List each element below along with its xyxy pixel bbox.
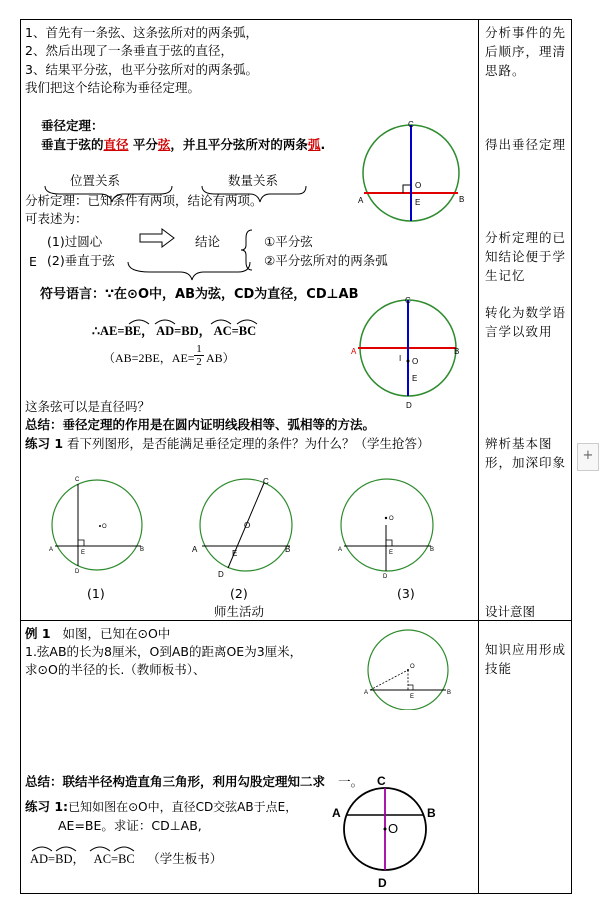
theorem-part4: 弦 bbox=[157, 137, 171, 152]
side-note-2: 得出垂径定理 bbox=[485, 137, 567, 152]
example-label-o: O bbox=[410, 664, 415, 670]
ex2-label-c: C bbox=[263, 477, 269, 486]
fig2-label-a: A bbox=[351, 347, 357, 356]
summary-2-text: 总结：联结半径构造直角三角形，利用勾股定理知二求 bbox=[25, 774, 326, 789]
exercise-figure-2 bbox=[190, 470, 300, 582]
side-note-5: 辨析基本图形，加深印象 bbox=[485, 436, 567, 470]
theorem-part7: . bbox=[320, 137, 326, 152]
ex2-label-a: A bbox=[192, 545, 198, 554]
fig1-label-o: O bbox=[415, 181, 422, 190]
example-label-e: E bbox=[410, 694, 415, 700]
fig1-label-b: B bbox=[459, 195, 465, 204]
theorem-part1: 垂直于弦的 bbox=[41, 137, 104, 152]
practice-label-c: C bbox=[377, 774, 386, 788]
practice-figure bbox=[330, 770, 445, 894]
brace-under-conditions bbox=[120, 258, 265, 284]
exercise-1-text: 看下列图形，是否能满足垂径定理的条件？为什么？（学生抢答） bbox=[67, 436, 430, 451]
fig2-label-o: O bbox=[412, 357, 419, 366]
table-top-border bbox=[20, 19, 572, 20]
header-teacher-student: 师生活动 bbox=[214, 604, 265, 619]
practice-label-d: D bbox=[378, 876, 387, 890]
example-line-1 bbox=[25, 626, 170, 641]
theorem-part3: 平分 bbox=[132, 137, 158, 152]
theorem-part6: 弧 bbox=[307, 137, 321, 152]
example-label-b: B bbox=[447, 690, 452, 696]
practice-arc-2: AC=BC bbox=[93, 852, 135, 866]
fig1-label-e: E bbox=[415, 198, 421, 207]
fraction-numerator: 1 bbox=[194, 343, 204, 356]
theorem-statement bbox=[41, 137, 325, 152]
arc-separator: ， bbox=[198, 324, 212, 338]
side-note-4: 转化为数学语言学以致用 bbox=[485, 305, 567, 339]
question-text: 这条弦可以是直径吗？ bbox=[25, 399, 151, 414]
fig1-label-c: C bbox=[408, 120, 414, 129]
arrow-icon bbox=[138, 227, 178, 249]
practice-arc-1: AD=BD bbox=[30, 852, 73, 866]
fraction-denominator: 2 bbox=[196, 356, 202, 368]
ex2-label-o: O bbox=[244, 521, 251, 530]
express-text: 可表述为： bbox=[25, 211, 88, 226]
exercise-figure-1 bbox=[45, 470, 150, 580]
conclusion-2: ②平分弦所对的两条弧 bbox=[264, 253, 388, 268]
exercise-caption-1: (1) bbox=[87, 586, 105, 601]
example-label: 例 1 bbox=[25, 626, 51, 641]
table-bottom-border bbox=[20, 893, 572, 894]
exercise-caption-2: (2) bbox=[230, 586, 248, 601]
example-label-a: A bbox=[364, 690, 369, 696]
ex1-label-b: B bbox=[140, 547, 145, 553]
ex1-label-a: A bbox=[49, 547, 54, 553]
intro-line-3: 3、结果平分弦，也平分弦所对的两条弧。 bbox=[25, 62, 258, 77]
ex1-label-o: O bbox=[102, 524, 107, 530]
arc-marks-symbolic bbox=[125, 316, 265, 326]
arc-ad-bd: AD=BD bbox=[156, 324, 199, 338]
quantity-label: 数量关系 bbox=[228, 173, 279, 188]
table-right-border bbox=[571, 19, 572, 894]
fig2-label-c: C bbox=[405, 296, 411, 305]
theorem-part2: 直径 bbox=[103, 137, 129, 152]
practice-line-1 bbox=[25, 799, 297, 815]
ex2-label-e: E bbox=[232, 549, 238, 558]
arc-marks-practice bbox=[30, 843, 140, 853]
ex3-label-e: E bbox=[389, 550, 394, 556]
theorem-title: 垂径定理： bbox=[41, 118, 104, 133]
ex3-label-d: D bbox=[383, 574, 388, 580]
header-design-intent: 设计意图 bbox=[485, 604, 536, 619]
example-figure bbox=[360, 628, 460, 710]
practice-label-a: A bbox=[332, 806, 341, 820]
edit-handle-icon[interactable]: + bbox=[577, 443, 599, 471]
intro-line-4: 我们把这个结论称为垂径定理。 bbox=[25, 80, 201, 95]
practice-label-o: O bbox=[388, 821, 399, 836]
practice-text-1: 已知如图在⊙O中，直径CD交弦AB于点E， bbox=[68, 800, 298, 814]
condition-1: (1)过圆心 bbox=[47, 234, 103, 249]
ex3-label-a: A bbox=[338, 547, 343, 553]
example-text-1: 如图，已知在⊙O中 bbox=[62, 626, 171, 641]
practice-label: 练习 1: bbox=[25, 799, 69, 814]
practice-line-2: AE=BE。求证：CD⊥AB, bbox=[58, 818, 202, 833]
ex1-label-c: C bbox=[75, 477, 80, 483]
example-line-3: 求⊙O的半径的长.（教师板书）、 bbox=[25, 662, 206, 677]
row-divider bbox=[20, 620, 572, 621]
exercise-figure-3 bbox=[334, 470, 444, 582]
ex1-label-d: D bbox=[75, 569, 80, 575]
fig2-label-i: I bbox=[399, 354, 402, 363]
summary-2-tail: 一。 bbox=[338, 774, 364, 789]
intro-line-2: 2、然后出现了一条垂直于弦的直径， bbox=[25, 43, 233, 58]
ex3-label-o: O bbox=[389, 516, 394, 522]
fig2-label-e: E bbox=[412, 374, 418, 383]
side-note-3: 分析定理的已知结论便于学生记忆 bbox=[485, 230, 567, 283]
example-line-2: 1.弦AB的长为8厘米，O到AB的距离OE为3厘米， bbox=[25, 644, 303, 659]
side-note-6: 知识应用形成技能 bbox=[485, 642, 567, 676]
summary-2 bbox=[25, 774, 363, 789]
practice-label-b: B bbox=[427, 806, 436, 820]
theorem-part5: ，并且平分弦所对的两条 bbox=[170, 137, 308, 152]
conclusion-1: ①平分弦 bbox=[264, 234, 313, 249]
table-left-border bbox=[20, 19, 21, 894]
fig2-label-d: D bbox=[406, 401, 412, 410]
ex2-label-d: D bbox=[218, 570, 224, 579]
exercise-1 bbox=[25, 436, 430, 451]
figure-symbolic bbox=[348, 293, 468, 411]
exercise-1-label: 练习 1 bbox=[25, 436, 64, 451]
symbolic-note bbox=[103, 351, 195, 366]
analysis-text: 分析定理：已知条件有两项，结论有两项。 bbox=[25, 193, 263, 208]
conclusion-label: 结论 bbox=[195, 234, 221, 249]
column-divider bbox=[478, 19, 479, 894]
practice-line-3 bbox=[30, 851, 222, 867]
note-pre: （AB=2BE，AE= bbox=[103, 351, 195, 365]
ex2-label-b: B bbox=[285, 545, 291, 554]
practice-note: （学生板书） bbox=[147, 851, 223, 866]
exercise-caption-3: (3) bbox=[397, 586, 415, 601]
fraction-half bbox=[194, 343, 204, 368]
figure-theorem bbox=[355, 118, 470, 228]
arc-ac-bc: AC=BC bbox=[213, 324, 257, 338]
symbolic-result bbox=[92, 324, 256, 339]
symbolic-text: ∵在⊙O中，AB为弦，CD为直径，CD⊥AB bbox=[105, 287, 359, 302]
therefore-text: ∴AE=BE， bbox=[92, 324, 154, 338]
fig2-label-b: B bbox=[454, 347, 460, 356]
intro-line-1: 1、首先有一条弦、这条弦所对的两条弧， bbox=[25, 25, 258, 40]
condition-2: (2)垂直于弦 bbox=[47, 253, 115, 268]
ex1-label-e: E bbox=[81, 550, 86, 556]
ex3-label-b: B bbox=[430, 547, 435, 553]
side-note-1: 分析事件的先后顺序，理清思路。 bbox=[485, 25, 567, 78]
note-post: AB） bbox=[206, 351, 235, 365]
summary-1: 总结：垂径定理的作用是在圆内证明线段相等、弧相等的方法。 bbox=[25, 417, 376, 432]
symbolic-label: 符号语言： bbox=[40, 287, 106, 302]
position-label: 位置关系 bbox=[70, 173, 121, 188]
e-mark: E bbox=[29, 254, 37, 269]
fig1-label-a: A bbox=[358, 196, 364, 205]
symbolic-statement bbox=[40, 287, 359, 302]
practice-sep: ， bbox=[72, 852, 85, 866]
